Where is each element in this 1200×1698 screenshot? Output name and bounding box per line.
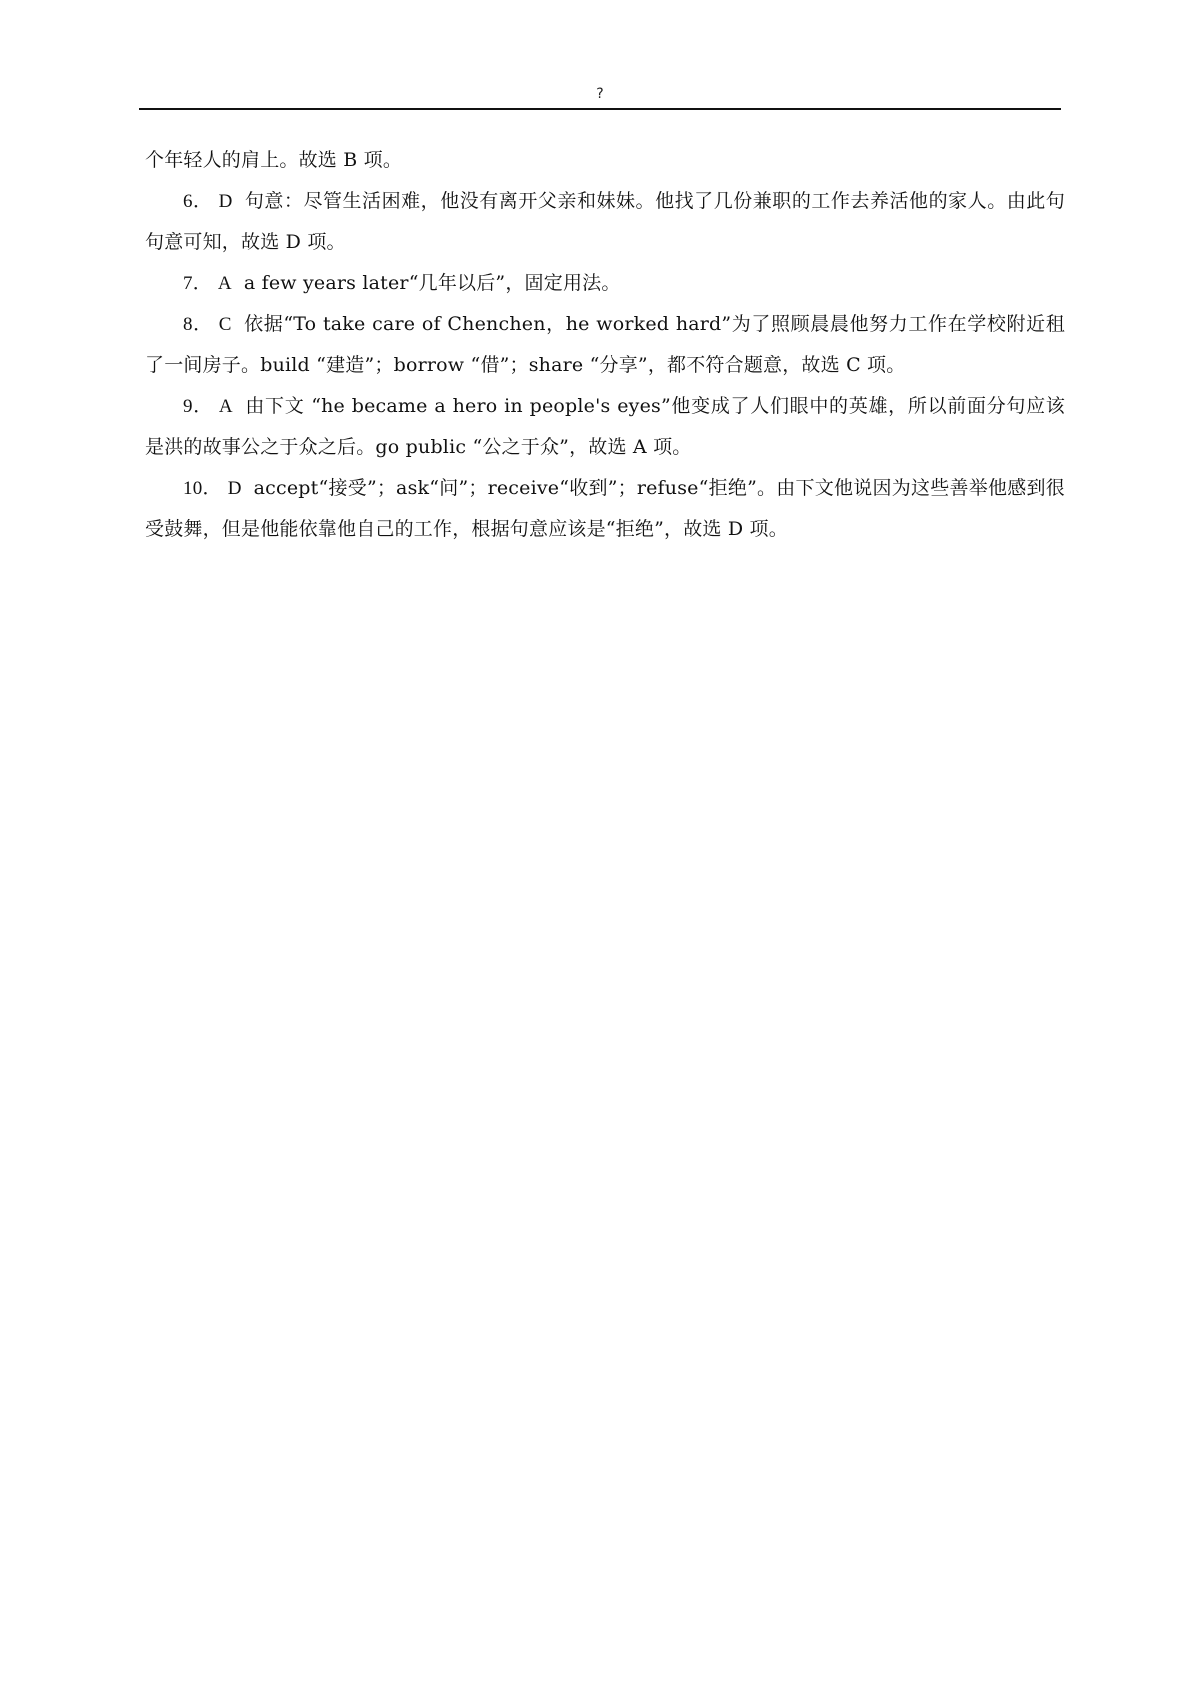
header-rule xyxy=(139,108,1061,110)
item-number: 6． xyxy=(183,191,213,212)
item-answer: C xyxy=(218,314,232,335)
item-answer: D xyxy=(218,191,233,212)
item-explanation: a few years later“几年以后”，固定用法。 xyxy=(243,272,621,294)
lead-paragraph xyxy=(145,140,1065,181)
item-explanation: 依据“To take care of Chenchen，he worked hard”为了照顾晨晨他努力工作在学校附近租了一间房子。build “建造”；borrow “借”；share “分享”，都不符合题意，故选 C 项。 xyxy=(145,313,1065,376)
answer-explanations xyxy=(145,140,1065,550)
item-number: 8． xyxy=(183,314,213,335)
item-number: 9． xyxy=(183,396,213,417)
item-explanation: 句意：尽管生活困难，他没有离开父亲和妹妹。他找了几份兼职的工作去养活他的家人。由此句句意可知，故选 D 项。 xyxy=(145,190,1065,253)
lead-text: 个年轻人的肩上。故选 B 项。 xyxy=(145,149,403,171)
answer-item-7 xyxy=(145,263,1065,304)
item-number: 7． xyxy=(183,273,212,294)
header-page-mark: ? xyxy=(596,86,604,102)
answer-item-8 xyxy=(145,304,1065,386)
item-answer: A xyxy=(218,396,233,417)
item-answer: A xyxy=(217,273,232,294)
item-explanation: accept“接受”；ask“问”；receive“收到”；refuse“拒绝”。由下文他说因为这些善举他感到很受鼓舞，但是他能依靠他自己的工作，根据句意应该是“拒绝”，故选 D 项。 xyxy=(145,477,1065,540)
item-answer: D xyxy=(227,478,242,499)
item-number: 10． xyxy=(183,478,222,499)
answer-item-9 xyxy=(145,386,1065,468)
item-explanation: 由下文 “he became a hero in people's eyes”他变成了人们眼中的英雄，所以前面分句应该是洪的故事公之于众之后。go public “公之于众”，故选 A 项。 xyxy=(145,395,1066,458)
answer-item-6 xyxy=(145,181,1065,263)
answer-item-10 xyxy=(145,468,1065,550)
